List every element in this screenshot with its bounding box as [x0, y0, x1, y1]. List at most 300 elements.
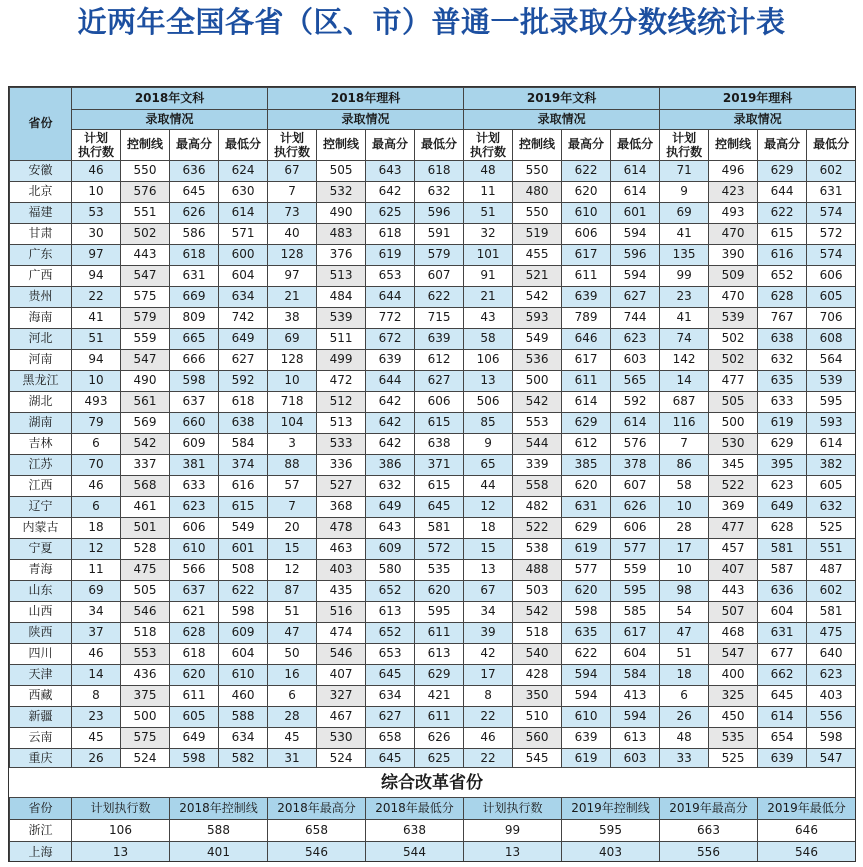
value-cell: 142 — [660, 350, 709, 371]
value-cell: 386 — [366, 455, 415, 476]
value-cell: 633 — [170, 476, 219, 497]
value-cell: 535 — [415, 560, 464, 581]
value-cell: 635 — [758, 371, 807, 392]
value-cell: 478 — [317, 518, 366, 539]
value-cell: 493 — [709, 203, 758, 224]
table-row — [10, 707, 856, 728]
value-cell: 74 — [660, 329, 709, 350]
value-cell: 106 — [72, 820, 170, 842]
value-cell: 706 — [807, 308, 856, 329]
table-row — [10, 728, 856, 749]
value-cell: 436 — [121, 665, 170, 686]
province-cell: 新疆 — [10, 707, 72, 728]
value-cell: 376 — [317, 245, 366, 266]
value-cell: 575 — [121, 728, 170, 749]
value-cell: 611 — [562, 371, 611, 392]
value-cell: 644 — [366, 287, 415, 308]
value-cell: 601 — [219, 539, 268, 560]
province-cell: 天津 — [10, 665, 72, 686]
value-cell: 644 — [366, 371, 415, 392]
value-cell: 658 — [268, 820, 366, 842]
value-cell: 638 — [219, 413, 268, 434]
value-cell: 592 — [219, 371, 268, 392]
table-row — [10, 518, 856, 539]
value-cell: 48 — [464, 161, 513, 182]
value-cell: 584 — [219, 434, 268, 455]
province-cell: 青海 — [10, 560, 72, 581]
value-cell: 593 — [807, 413, 856, 434]
value-cell: 73 — [268, 203, 317, 224]
value-cell: 652 — [366, 623, 415, 644]
value-cell: 614 — [611, 413, 660, 434]
value-cell: 9 — [660, 182, 709, 203]
value-cell: 626 — [415, 728, 464, 749]
value-cell: 538 — [513, 539, 562, 560]
value-cell: 22 — [464, 749, 513, 770]
value-cell: 512 — [317, 392, 366, 413]
page-title: 近两年全国各省（区、市）普通一批录取分数线统计表 — [77, 5, 786, 39]
value-cell: 12 — [464, 497, 513, 518]
sub-column-header: 最低分 — [415, 130, 464, 161]
province-cell: 海南 — [10, 308, 72, 329]
value-cell: 637 — [170, 581, 219, 602]
value-cell: 400 — [709, 665, 758, 686]
province-cell: 辽宁 — [10, 497, 72, 518]
province-cell: 江苏 — [10, 455, 72, 476]
reform-column-header: 2018年最低分 — [366, 798, 464, 820]
table-row — [10, 602, 856, 623]
province-cell: 甘肃 — [10, 224, 72, 245]
value-cell: 540 — [513, 644, 562, 665]
reform-row — [10, 842, 856, 863]
value-cell: 6 — [660, 686, 709, 707]
value-cell: 576 — [611, 434, 660, 455]
province-cell: 河北 — [10, 329, 72, 350]
value-cell: 505 — [121, 581, 170, 602]
value-cell: 615 — [758, 224, 807, 245]
value-cell: 631 — [758, 623, 807, 644]
table-row — [10, 203, 856, 224]
value-cell: 631 — [562, 497, 611, 518]
value-cell: 463 — [317, 539, 366, 560]
value-cell: 32 — [464, 224, 513, 245]
value-cell: 632 — [366, 476, 415, 497]
value-cell: 615 — [219, 497, 268, 518]
table-row — [10, 665, 856, 686]
value-cell: 646 — [758, 820, 856, 842]
reform-column-header: 计划执行数 — [464, 798, 562, 820]
value-cell: 623 — [758, 476, 807, 497]
value-cell: 509 — [709, 266, 758, 287]
value-cell: 511 — [317, 329, 366, 350]
value-cell: 6 — [72, 497, 121, 518]
value-cell: 508 — [219, 560, 268, 581]
value-cell: 593 — [513, 308, 562, 329]
reform-column-header: 2018年控制线 — [170, 798, 268, 820]
value-cell: 484 — [317, 287, 366, 308]
value-cell: 606 — [170, 518, 219, 539]
value-cell: 22 — [464, 707, 513, 728]
value-cell: 532 — [317, 182, 366, 203]
value-cell: 620 — [562, 182, 611, 203]
table-row — [10, 287, 856, 308]
value-cell: 640 — [807, 644, 856, 665]
value-cell: 553 — [513, 413, 562, 434]
value-cell: 600 — [219, 245, 268, 266]
value-cell: 546 — [268, 842, 366, 863]
value-cell: 607 — [611, 476, 660, 497]
reform-table — [9, 797, 856, 862]
value-cell: 614 — [219, 203, 268, 224]
value-cell: 106 — [464, 350, 513, 371]
value-cell: 14 — [660, 371, 709, 392]
value-cell: 626 — [611, 497, 660, 518]
value-cell: 41 — [660, 308, 709, 329]
value-cell: 539 — [709, 308, 758, 329]
value-cell: 604 — [611, 644, 660, 665]
value-cell: 53 — [72, 203, 121, 224]
value-cell: 34 — [464, 602, 513, 623]
value-cell: 618 — [366, 224, 415, 245]
reform-column-header: 2019年最高分 — [660, 798, 758, 820]
value-cell: 483 — [317, 224, 366, 245]
province-cell: 山西 — [10, 602, 72, 623]
value-cell: 579 — [121, 308, 170, 329]
value-cell: 630 — [219, 182, 268, 203]
value-cell: 522 — [513, 518, 562, 539]
value-cell: 618 — [170, 644, 219, 665]
reform-column-header: 2019年控制线 — [562, 798, 660, 820]
value-cell: 528 — [121, 539, 170, 560]
value-cell: 587 — [758, 560, 807, 581]
value-cell: 51 — [268, 602, 317, 623]
value-cell: 502 — [709, 350, 758, 371]
value-cell: 642 — [366, 434, 415, 455]
value-cell: 652 — [758, 266, 807, 287]
value-cell: 542 — [513, 392, 562, 413]
value-cell: 582 — [219, 749, 268, 770]
value-cell: 598 — [562, 602, 611, 623]
value-cell: 40 — [268, 224, 317, 245]
value-cell: 43 — [464, 308, 513, 329]
value-cell: 472 — [317, 371, 366, 392]
value-cell: 65 — [464, 455, 513, 476]
value-cell: 535 — [709, 728, 758, 749]
value-cell: 598 — [170, 749, 219, 770]
value-cell: 519 — [513, 224, 562, 245]
value-cell: 581 — [415, 518, 464, 539]
value-cell: 530 — [709, 434, 758, 455]
value-cell: 31 — [268, 749, 317, 770]
value-cell: 26 — [660, 707, 709, 728]
value-cell: 617 — [562, 350, 611, 371]
province-cell: 广西 — [10, 266, 72, 287]
value-cell: 629 — [562, 413, 611, 434]
value-cell: 550 — [513, 203, 562, 224]
value-cell: 550 — [121, 161, 170, 182]
value-cell: 521 — [513, 266, 562, 287]
value-cell: 547 — [121, 350, 170, 371]
value-cell: 350 — [513, 686, 562, 707]
value-cell: 622 — [415, 287, 464, 308]
value-cell: 547 — [709, 644, 758, 665]
value-cell: 556 — [660, 842, 758, 863]
province-cell: 黑龙江 — [10, 371, 72, 392]
value-cell: 455 — [513, 245, 562, 266]
value-cell: 54 — [660, 602, 709, 623]
table-row — [10, 623, 856, 644]
value-cell: 67 — [464, 581, 513, 602]
value-cell: 632 — [807, 497, 856, 518]
value-cell: 568 — [121, 476, 170, 497]
value-cell: 99 — [464, 820, 562, 842]
value-cell: 619 — [758, 413, 807, 434]
value-cell: 584 — [611, 665, 660, 686]
value-cell: 602 — [807, 161, 856, 182]
table-row — [10, 581, 856, 602]
value-cell: 611 — [415, 707, 464, 728]
value-cell: 22 — [72, 287, 121, 308]
value-cell: 71 — [660, 161, 709, 182]
value-cell: 116 — [660, 413, 709, 434]
value-cell: 510 — [513, 707, 562, 728]
group-header-top: 2019年理科 — [660, 88, 856, 110]
value-cell: 665 — [170, 329, 219, 350]
value-cell: 742 — [219, 308, 268, 329]
value-cell: 7 — [268, 182, 317, 203]
value-cell: 789 — [562, 308, 611, 329]
value-cell: 368 — [317, 497, 366, 518]
value-cell: 26 — [72, 749, 121, 770]
value-cell: 564 — [807, 350, 856, 371]
value-cell: 669 — [170, 287, 219, 308]
value-cell: 527 — [317, 476, 366, 497]
value-cell: 643 — [366, 518, 415, 539]
value-cell: 611 — [415, 623, 464, 644]
value-cell: 46 — [72, 644, 121, 665]
value-cell: 560 — [513, 728, 562, 749]
value-cell: 46 — [72, 476, 121, 497]
value-cell: 622 — [758, 203, 807, 224]
value-cell: 654 — [758, 728, 807, 749]
value-cell: 545 — [513, 749, 562, 770]
value-cell: 533 — [317, 434, 366, 455]
group-header-top: 2019年文科 — [464, 88, 660, 110]
value-cell: 525 — [807, 518, 856, 539]
sub-column-header: 最低分 — [611, 130, 660, 161]
value-cell: 45 — [72, 728, 121, 749]
value-cell: 605 — [807, 287, 856, 308]
value-cell: 98 — [660, 581, 709, 602]
value-cell: 546 — [317, 644, 366, 665]
value-cell: 629 — [758, 434, 807, 455]
value-cell: 642 — [366, 413, 415, 434]
value-cell: 403 — [562, 842, 660, 863]
value-cell: 588 — [219, 707, 268, 728]
value-cell: 435 — [317, 581, 366, 602]
value-cell: 569 — [121, 413, 170, 434]
value-cell: 642 — [366, 182, 415, 203]
value-cell: 20 — [268, 518, 317, 539]
value-cell: 603 — [611, 749, 660, 770]
value-cell: 566 — [170, 560, 219, 581]
value-cell: 623 — [170, 497, 219, 518]
value-cell: 687 — [660, 392, 709, 413]
value-cell: 87 — [268, 581, 317, 602]
value-cell: 327 — [317, 686, 366, 707]
value-cell: 480 — [513, 182, 562, 203]
score-table — [9, 87, 856, 770]
value-cell: 69 — [268, 329, 317, 350]
value-cell: 51 — [464, 203, 513, 224]
value-cell: 608 — [807, 329, 856, 350]
value-cell: 581 — [758, 539, 807, 560]
value-cell: 15 — [268, 539, 317, 560]
table-row — [10, 161, 856, 182]
value-cell: 637 — [170, 392, 219, 413]
value-cell: 501 — [121, 518, 170, 539]
value-cell: 500 — [513, 371, 562, 392]
value-cell: 69 — [660, 203, 709, 224]
sub-column-header: 最高分 — [366, 130, 415, 161]
value-cell: 606 — [415, 392, 464, 413]
value-cell: 649 — [366, 497, 415, 518]
value-cell: 493 — [72, 392, 121, 413]
value-cell: 634 — [366, 686, 415, 707]
province-cell: 安徽 — [10, 161, 72, 182]
value-cell: 586 — [170, 224, 219, 245]
value-cell: 42 — [464, 644, 513, 665]
value-cell: 662 — [758, 665, 807, 686]
value-cell: 546 — [121, 602, 170, 623]
value-cell: 6 — [268, 686, 317, 707]
value-cell: 505 — [709, 392, 758, 413]
value-cell: 50 — [268, 644, 317, 665]
value-cell: 460 — [219, 686, 268, 707]
value-cell: 627 — [415, 371, 464, 392]
value-cell: 33 — [660, 749, 709, 770]
value-cell: 378 — [611, 455, 660, 476]
province-cell: 吉林 — [10, 434, 72, 455]
value-cell: 565 — [611, 371, 660, 392]
value-cell: 579 — [415, 245, 464, 266]
value-cell: 609 — [219, 623, 268, 644]
value-cell: 613 — [415, 644, 464, 665]
value-cell: 542 — [121, 434, 170, 455]
sub-column-header: 最高分 — [170, 130, 219, 161]
province-cell: 宁夏 — [10, 539, 72, 560]
value-cell: 617 — [611, 623, 660, 644]
value-cell: 627 — [219, 350, 268, 371]
value-cell: 574 — [807, 203, 856, 224]
value-cell: 457 — [709, 539, 758, 560]
value-cell: 10 — [660, 560, 709, 581]
value-cell: 101 — [464, 245, 513, 266]
value-cell: 337 — [121, 455, 170, 476]
sub-column-header: 最高分 — [562, 130, 611, 161]
value-cell: 413 — [611, 686, 660, 707]
province-cell: 福建 — [10, 203, 72, 224]
value-cell: 626 — [170, 203, 219, 224]
value-cell: 88 — [268, 455, 317, 476]
value-cell: 8 — [72, 686, 121, 707]
value-cell: 525 — [709, 749, 758, 770]
value-cell: 45 — [268, 728, 317, 749]
group-header-top: 2018年文科 — [72, 88, 268, 110]
value-cell: 619 — [562, 539, 611, 560]
sub-column-header: 计划 执行数 — [72, 130, 121, 161]
value-cell: 610 — [562, 707, 611, 728]
value-cell: 556 — [807, 707, 856, 728]
value-cell: 488 — [513, 560, 562, 581]
value-cell: 638 — [415, 434, 464, 455]
value-cell: 642 — [366, 392, 415, 413]
reform-column-header: 计划执行数 — [72, 798, 170, 820]
value-cell: 34 — [72, 602, 121, 623]
sub-column-header: 最高分 — [758, 130, 807, 161]
value-cell: 663 — [660, 820, 758, 842]
value-cell: 617 — [562, 245, 611, 266]
value-cell: 544 — [513, 434, 562, 455]
value-cell: 629 — [562, 518, 611, 539]
value-cell: 549 — [513, 329, 562, 350]
reform-header-row — [10, 798, 856, 820]
reform-row — [10, 820, 856, 842]
group-header-bottom: 录取情况 — [72, 110, 268, 130]
value-cell: 44 — [464, 476, 513, 497]
province-cell: 重庆 — [10, 749, 72, 770]
reform-column-header: 2018年最高分 — [268, 798, 366, 820]
value-cell: 10 — [268, 371, 317, 392]
reform-column-header: 省份 — [10, 798, 72, 820]
value-cell: 620 — [170, 665, 219, 686]
value-cell: 658 — [366, 728, 415, 749]
value-cell: 502 — [121, 224, 170, 245]
value-cell: 12 — [268, 560, 317, 581]
value-cell: 561 — [121, 392, 170, 413]
value-cell: 506 — [464, 392, 513, 413]
sub-column-header: 计划 执行数 — [268, 130, 317, 161]
sub-column-header: 最低分 — [219, 130, 268, 161]
value-cell: 594 — [611, 266, 660, 287]
value-cell: 7 — [660, 434, 709, 455]
value-cell: 614 — [611, 161, 660, 182]
value-cell: 618 — [415, 161, 464, 182]
value-cell: 592 — [611, 392, 660, 413]
value-cell: 390 — [709, 245, 758, 266]
table-row — [10, 266, 856, 287]
value-cell: 382 — [807, 455, 856, 476]
value-cell: 371 — [415, 455, 464, 476]
value-cell: 69 — [72, 581, 121, 602]
value-cell: 3 — [268, 434, 317, 455]
value-cell: 629 — [415, 665, 464, 686]
value-cell: 507 — [709, 602, 758, 623]
value-cell: 551 — [121, 203, 170, 224]
value-cell: 604 — [758, 602, 807, 623]
value-cell: 639 — [758, 749, 807, 770]
value-cell: 609 — [170, 434, 219, 455]
value-cell: 610 — [219, 665, 268, 686]
value-cell: 580 — [366, 560, 415, 581]
value-cell: 653 — [366, 644, 415, 665]
province-cell: 北京 — [10, 182, 72, 203]
value-cell: 620 — [415, 581, 464, 602]
value-cell: 577 — [611, 539, 660, 560]
value-cell: 615 — [415, 476, 464, 497]
value-cell: 614 — [758, 707, 807, 728]
value-cell: 407 — [317, 665, 366, 686]
